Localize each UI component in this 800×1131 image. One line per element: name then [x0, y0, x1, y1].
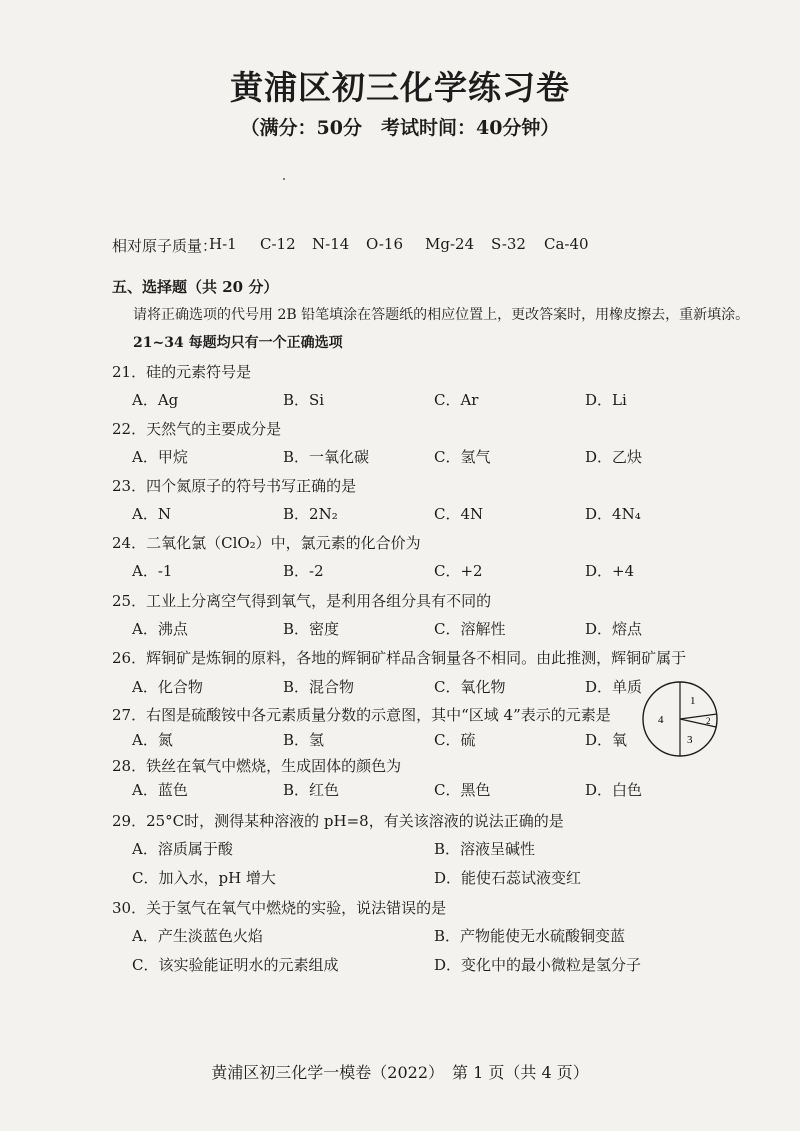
question-stem: 二氧化氯（ClO₂）中，氯元素的化合价为: [146, 534, 421, 552]
option-c: C．氢气: [434, 448, 491, 466]
question-stem: 铁丝在氧气中燃烧，生成固体的颜色为: [146, 757, 402, 775]
section-sub-instruction: 21~34 每题均只有一个正确选项: [133, 335, 343, 351]
option-c: C．该实验能证明水的元素组成: [132, 956, 339, 974]
question-stem: 关于氢气在氧气中燃烧的实验，说法错误的是: [146, 899, 447, 917]
question-28: [112, 755, 401, 776]
question-number: 28．: [112, 757, 147, 775]
option-a: A．沸点: [132, 620, 188, 638]
option-d: D．熔点: [585, 620, 643, 638]
atomic-mass-item: H-1: [209, 235, 237, 253]
question-stem: 辉铜矿是炼铜的原料，各地的辉铜矿样品含铜量各不相同。由此推测，辉铜矿属于: [146, 649, 687, 667]
question-24: [112, 532, 421, 553]
pie-divider: [680, 719, 716, 727]
option-d: D．能使石蕊试液变红: [434, 869, 582, 887]
atomic-masses-label: 相对原子质量：: [112, 237, 218, 255]
question-number: 29．: [112, 812, 147, 830]
atomic-mass-item: Ca-40: [544, 235, 589, 253]
option-b: B．2N₂: [283, 505, 338, 523]
option-d: D．4N₄: [585, 505, 641, 523]
question-stem: 硅的元素符号是: [146, 363, 252, 381]
speck: [283, 178, 285, 180]
option-d: D．Li: [585, 391, 627, 409]
section-instruction: 请将正确选项的代号用 2B 铅笔填涂在答题纸的相应位置上，更改答案时，用橡皮擦去，重新填涂。: [133, 307, 750, 323]
option-c: C．Ar: [434, 391, 479, 409]
option-c: C．4N: [434, 505, 484, 523]
question-number: 23．: [112, 477, 147, 495]
pie-region-label: 3: [687, 734, 693, 746]
question-stem: 天然气的主要成分是: [146, 420, 282, 438]
option-b: B．Si: [283, 391, 325, 409]
option-b: B．密度: [283, 620, 340, 638]
option-d: D．氧: [585, 731, 628, 749]
option-d: D．变化中的最小微粒是氢分子: [434, 956, 642, 974]
question-29: [112, 810, 564, 831]
option-a: A．Ag: [132, 391, 179, 409]
question-number: 21．: [112, 363, 147, 381]
option-c: C．加入水，pH 增大: [132, 869, 276, 887]
atomic-mass-item: Mg-24: [425, 235, 475, 253]
option-d: D．乙炔: [585, 448, 643, 466]
option-a: A．溶质属于酸: [132, 840, 233, 858]
question-number: 30．: [112, 899, 147, 917]
option-b: B．氢: [283, 731, 325, 749]
option-c: C．+2: [434, 562, 483, 580]
atomic-mass-item: S-32: [491, 235, 526, 253]
question-stem: 右图是硫酸铵中各元素质量分数的示意图，其中“区域 4”表示的元素是: [146, 706, 611, 724]
pie-divider: [680, 714, 717, 719]
option-c: C．黑色: [434, 781, 491, 799]
question-26: [112, 647, 686, 668]
page-footer: 黄浦区初三化学一模卷（2022） 第 1 页（共 4 页）: [211, 1063, 589, 1082]
pie-region-label: 2: [706, 716, 711, 726]
question-25: [112, 590, 491, 611]
option-a: A．甲烷: [132, 448, 188, 466]
question-30: [112, 897, 446, 918]
option-d: D．白色: [585, 781, 643, 799]
question-stem: 25°C时，测得某种溶液的 pH=8，有关该溶液的说法正确的是: [146, 812, 564, 830]
question-stem: 工业上分离空气得到氧气，是利用各组分具有不同的: [146, 592, 492, 610]
page-subtitle: （满分：50分 考试时间：40分钟）: [240, 117, 560, 139]
question-number: 24．: [112, 534, 147, 552]
option-d: D．单质: [585, 678, 643, 696]
pie-region-label: 1: [690, 695, 696, 707]
page-title: 黄浦区初三化学练习卷: [230, 68, 570, 107]
question-number: 22．: [112, 420, 147, 438]
atomic-mass-item: N-14: [312, 235, 350, 253]
option-b: B．产物能使无水硫酸铜变蓝: [434, 927, 626, 945]
question-stem: 四个氮原子的符号书写正确的是: [146, 477, 357, 495]
option-a: A．氮: [132, 731, 173, 749]
question-number: 27．: [112, 706, 147, 724]
question-22: [112, 418, 281, 439]
option-d: D．+4: [585, 562, 635, 580]
question-23: [112, 475, 356, 496]
option-c: C．氧化物: [434, 678, 506, 696]
option-c: C．溶解性: [434, 620, 506, 638]
pie-region-label: 4: [658, 714, 664, 726]
option-b: B．混合物: [283, 678, 355, 696]
question-number: 26．: [112, 649, 147, 667]
option-a: A．-1: [132, 562, 173, 580]
option-a: A．产生淡蓝色火焰: [132, 927, 263, 945]
option-b: B．-2: [283, 562, 324, 580]
option-a: A．化合物: [132, 678, 203, 696]
atomic-mass-item: C-12: [260, 235, 296, 253]
option-b: B．一氧化碳: [283, 448, 370, 466]
section-title: 五、选择题（共 20 分）: [112, 278, 279, 296]
option-a: A．N: [132, 505, 171, 523]
option-a: A．蓝色: [132, 781, 188, 799]
mass-fraction-pie-figure: [640, 680, 720, 760]
option-b: B．溶液呈碱性: [434, 840, 536, 858]
question-27: [112, 704, 611, 725]
question-21: [112, 361, 251, 382]
option-c: C．硫: [434, 731, 476, 749]
option-b: B．红色: [283, 781, 340, 799]
question-number: 25．: [112, 592, 147, 610]
atomic-mass-item: O-16: [366, 235, 404, 253]
